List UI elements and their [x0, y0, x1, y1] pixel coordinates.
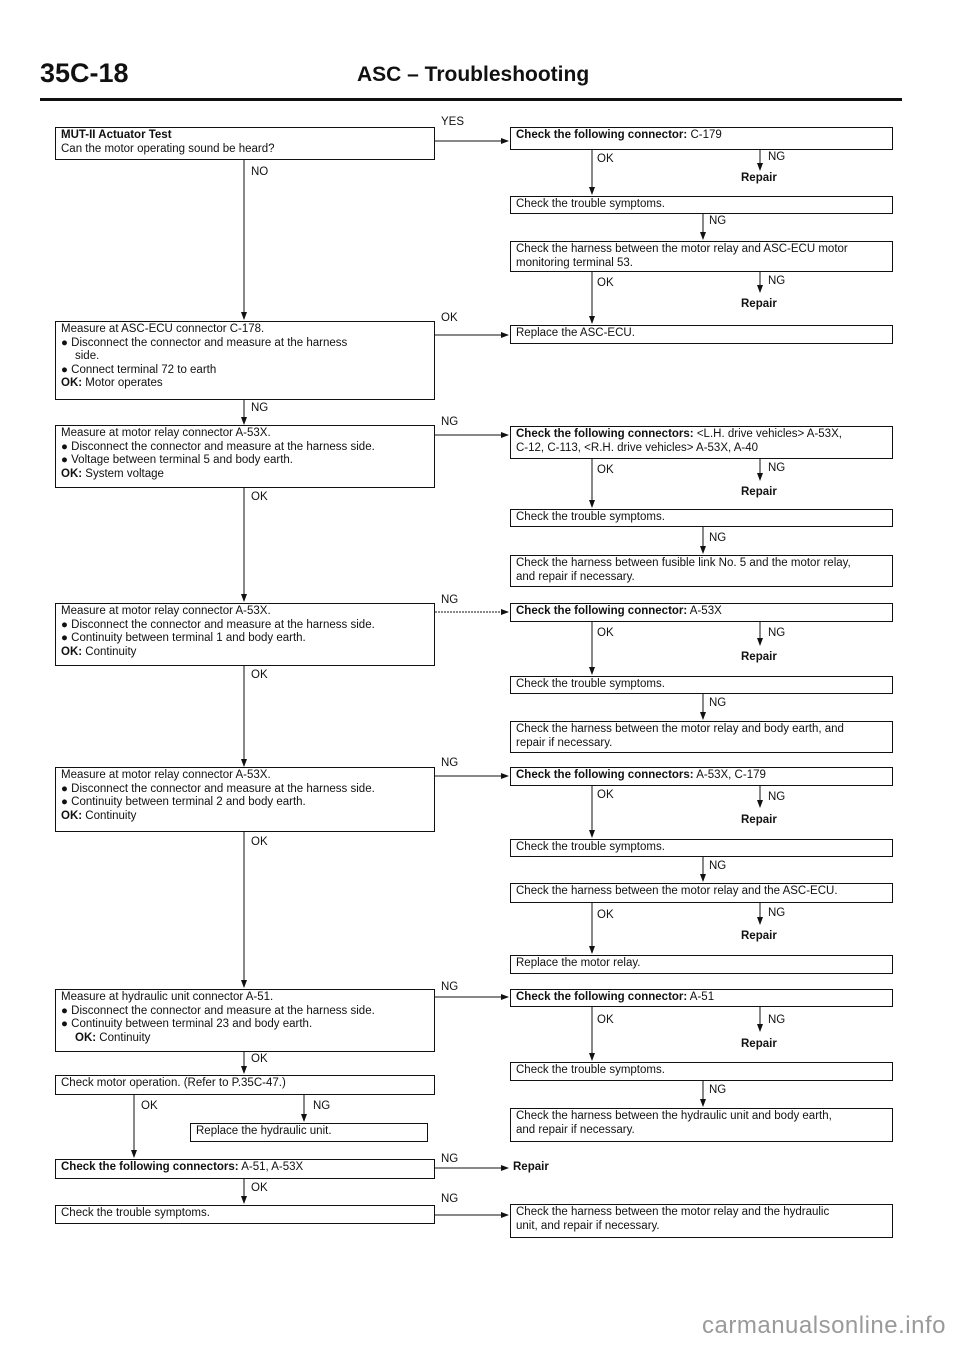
box-text: monitoring terminal 53.	[516, 256, 633, 269]
ok-criteria-text: Continuity	[99, 1031, 151, 1044]
ng-label: NG	[441, 1193, 459, 1205]
box-bullet: ● Disconnect the connector and measure at the harness side.	[61, 618, 375, 631]
ok-label: OK	[441, 312, 458, 324]
box-heading: Check the following connector:	[516, 605, 688, 617]
ok-label: OK	[251, 836, 268, 848]
check-connectors-box	[55, 1159, 435, 1179]
repair-label: Repair	[513, 1161, 549, 1173]
box-bullet: ● Continuity between terminal 23 and body earth.	[61, 1018, 313, 1030]
ok-label: OK	[251, 491, 268, 503]
box-text: A-51	[689, 991, 715, 1003]
box-text: Check motor operation. (Refer to P.35C-47.)	[61, 1077, 286, 1089]
ok-label: OK	[597, 909, 614, 921]
box-text: Check the trouble symptoms.	[516, 678, 665, 690]
ng-label: NG	[251, 402, 269, 414]
box-text: Measure at motor relay connector A-53X.	[61, 605, 271, 617]
ok-criteria-text: Continuity	[85, 645, 137, 658]
box-text: Check the trouble symptoms.	[516, 198, 665, 210]
ng-label: NG	[441, 1153, 459, 1165]
ok-label: OK	[597, 153, 614, 165]
box-bullet: ● Disconnect the connector and measure at the harness side.	[61, 1004, 375, 1017]
box-text: Can the motor operating sound be heard?	[61, 142, 275, 155]
check-a53x-c179-box	[510, 767, 893, 786]
harness-relay-hydraulic-box	[510, 1204, 893, 1238]
ng-label: NG	[768, 151, 786, 163]
ng-label: NG	[768, 907, 786, 919]
ok-criteria-label: OK:	[61, 809, 83, 822]
harness-fusible-box	[510, 555, 893, 587]
box-text: unit, and repair if necessary.	[516, 1219, 660, 1232]
harness-relay-ecu-box	[510, 883, 893, 903]
box-text: Check the trouble symptoms.	[516, 511, 665, 523]
ok-criteria-text: Continuity	[85, 809, 137, 822]
relay-voltage-box	[55, 425, 435, 488]
box-text: repair if necessary.	[516, 736, 613, 749]
box-text: Check the harness between the hydraulic unit and body earth,	[516, 1110, 832, 1122]
box-text: Check the harness between the motor relay and body earth, and	[516, 723, 844, 735]
ok-label: OK	[597, 464, 614, 476]
box-text: Measure at hydraulic unit connector A-51.	[61, 991, 274, 1003]
check-a51-box	[510, 989, 893, 1007]
ng-label: NG	[441, 594, 459, 606]
ok-criteria-text: Motor operates	[85, 377, 163, 389]
no-label: NO	[251, 166, 269, 178]
ok-criteria-label: OK:	[61, 467, 83, 480]
ok-label: OK	[251, 669, 268, 681]
ng-label: NG	[441, 981, 459, 993]
ok-label: OK	[251, 1182, 268, 1194]
box-text: A-53X, C-179	[696, 769, 766, 781]
ng-label: NG	[768, 275, 786, 287]
repair-label: Repair	[741, 930, 777, 942]
motor-operation-box	[55, 1075, 435, 1095]
yes-label: YES	[441, 116, 465, 128]
hydraulic-unit-box	[55, 989, 435, 1052]
box-text: C-179	[690, 129, 722, 141]
box-text: Check the trouble symptoms.	[61, 1207, 210, 1219]
box-heading: Check the following connector:	[516, 129, 688, 141]
box-text: Check the harness between the motor relay and the ASC-ECU.	[516, 885, 838, 897]
box-heading: Check the following connectors:	[516, 769, 694, 781]
trouble-symptoms-box	[510, 196, 893, 214]
page-number: 35C-18	[40, 58, 129, 88]
ng-label: NG	[709, 215, 727, 227]
trouble-symptoms-box	[510, 676, 893, 694]
check-a53x-box	[510, 603, 893, 622]
box-heading: MUT-II Actuator Test	[61, 129, 172, 141]
box-text: Check the trouble symptoms.	[516, 841, 665, 853]
box-text: A-53X	[689, 605, 722, 617]
box-text: Check the harness between the motor relay and the hydraulic	[516, 1206, 830, 1218]
ng-label: NG	[313, 1100, 331, 1112]
box-text: <L.H. drive vehicles> A-53X,	[696, 428, 842, 440]
ng-label: NG	[768, 791, 786, 803]
repair-label: Repair	[741, 172, 777, 184]
repair-label: Repair	[741, 814, 777, 826]
ecu-c178-box	[55, 321, 435, 400]
ng-label: NG	[709, 697, 727, 709]
ng-label: NG	[768, 1014, 786, 1026]
check-c179-box	[510, 127, 893, 150]
check-lh-rh-connectors-box	[510, 426, 893, 459]
harness-relay-body-box	[510, 721, 893, 753]
watermark: carmanualsonline.info	[702, 1312, 946, 1339]
trouble-symptoms-box	[510, 509, 893, 527]
box-text: A-51, A-53X	[241, 1161, 304, 1173]
box-text: C-12, C-113, <R.H. drive vehicles> A-53X, A-40	[516, 441, 759, 454]
box-text: Measure at ASC-ECU connector C-178.	[61, 323, 265, 335]
box-bullet: ● Disconnect the connector and measure at the harness side.	[61, 782, 375, 795]
ng-label: NG	[441, 416, 459, 428]
box-text: side.	[75, 350, 100, 362]
box-text: Check the harness between fusible link No. 5 and the motor relay,	[516, 557, 851, 569]
box-bullet: ● Disconnect the connector and measure at the harness	[61, 336, 348, 349]
replace-relay-box	[510, 955, 893, 974]
box-text: Replace the ASC-ECU.	[516, 327, 635, 339]
trouble-symptoms-box	[510, 839, 893, 857]
replace-hydraulic-box	[190, 1123, 428, 1142]
box-text: Measure at motor relay connector A-53X.	[61, 427, 271, 439]
ok-label: OK	[251, 1053, 268, 1065]
page-title: ASC – Troubleshooting	[357, 63, 590, 86]
ok-label: OK	[597, 1014, 614, 1026]
ok-criteria-label: OK:	[61, 645, 83, 658]
box-text: Check the trouble symptoms.	[516, 1064, 665, 1076]
box-bullet: ● Continuity between terminal 1 and body earth.	[61, 632, 306, 644]
ng-label: NG	[709, 532, 727, 544]
relay-continuity-2-box	[55, 767, 435, 832]
ok-label: OK	[597, 277, 614, 289]
replace-ecu-box	[510, 325, 893, 344]
box-text: Check the harness between the motor relay and ASC-ECU motor	[516, 243, 848, 255]
ng-label: NG	[709, 1084, 727, 1096]
box-bullet: ● Voltage between terminal 5 and body earth.	[61, 454, 293, 466]
harness-hydraulic-body-box	[510, 1108, 893, 1142]
ok-criteria-label: OK:	[75, 1031, 97, 1044]
box-text: Replace the hydraulic unit.	[196, 1125, 332, 1137]
box-bullet: ● Disconnect the connector and measure at the harness side.	[61, 440, 375, 453]
box-heading: Check the following connectors:	[61, 1161, 239, 1173]
ok-label: OK	[597, 627, 614, 639]
box-heading: Check the following connector:	[516, 991, 688, 1003]
box-text: and repair if necessary.	[516, 1123, 635, 1136]
harness-ecu-53-box	[510, 241, 893, 272]
relay-continuity-1-box	[55, 603, 435, 666]
ok-label: OK	[141, 1100, 158, 1112]
box-text: Measure at motor relay connector A-53X.	[61, 769, 271, 781]
ok-criteria-label: OK:	[61, 377, 83, 389]
trouble-symptoms-box	[510, 1062, 893, 1081]
trouble-symptoms-box	[55, 1205, 435, 1224]
repair-label: Repair	[741, 1038, 777, 1050]
box-heading: Check the following connectors:	[516, 428, 694, 440]
repair-label: Repair	[741, 651, 777, 663]
ok-criteria-text: System voltage	[85, 467, 164, 480]
ng-label: NG	[768, 462, 786, 474]
actuator-test-box	[55, 127, 435, 160]
ok-label: OK	[597, 789, 614, 801]
box-bullet: ● Continuity between terminal 2 and body earth.	[61, 796, 306, 808]
ng-label: NG	[441, 757, 459, 769]
box-text: and repair if necessary.	[516, 570, 635, 583]
box-text: Replace the motor relay.	[516, 957, 641, 969]
ng-label: NG	[709, 860, 727, 872]
ng-label: NG	[768, 627, 786, 639]
box-bullet: ● Connect terminal 72 to earth	[61, 363, 217, 376]
repair-label: Repair	[741, 298, 777, 310]
repair-label: Repair	[741, 486, 777, 498]
